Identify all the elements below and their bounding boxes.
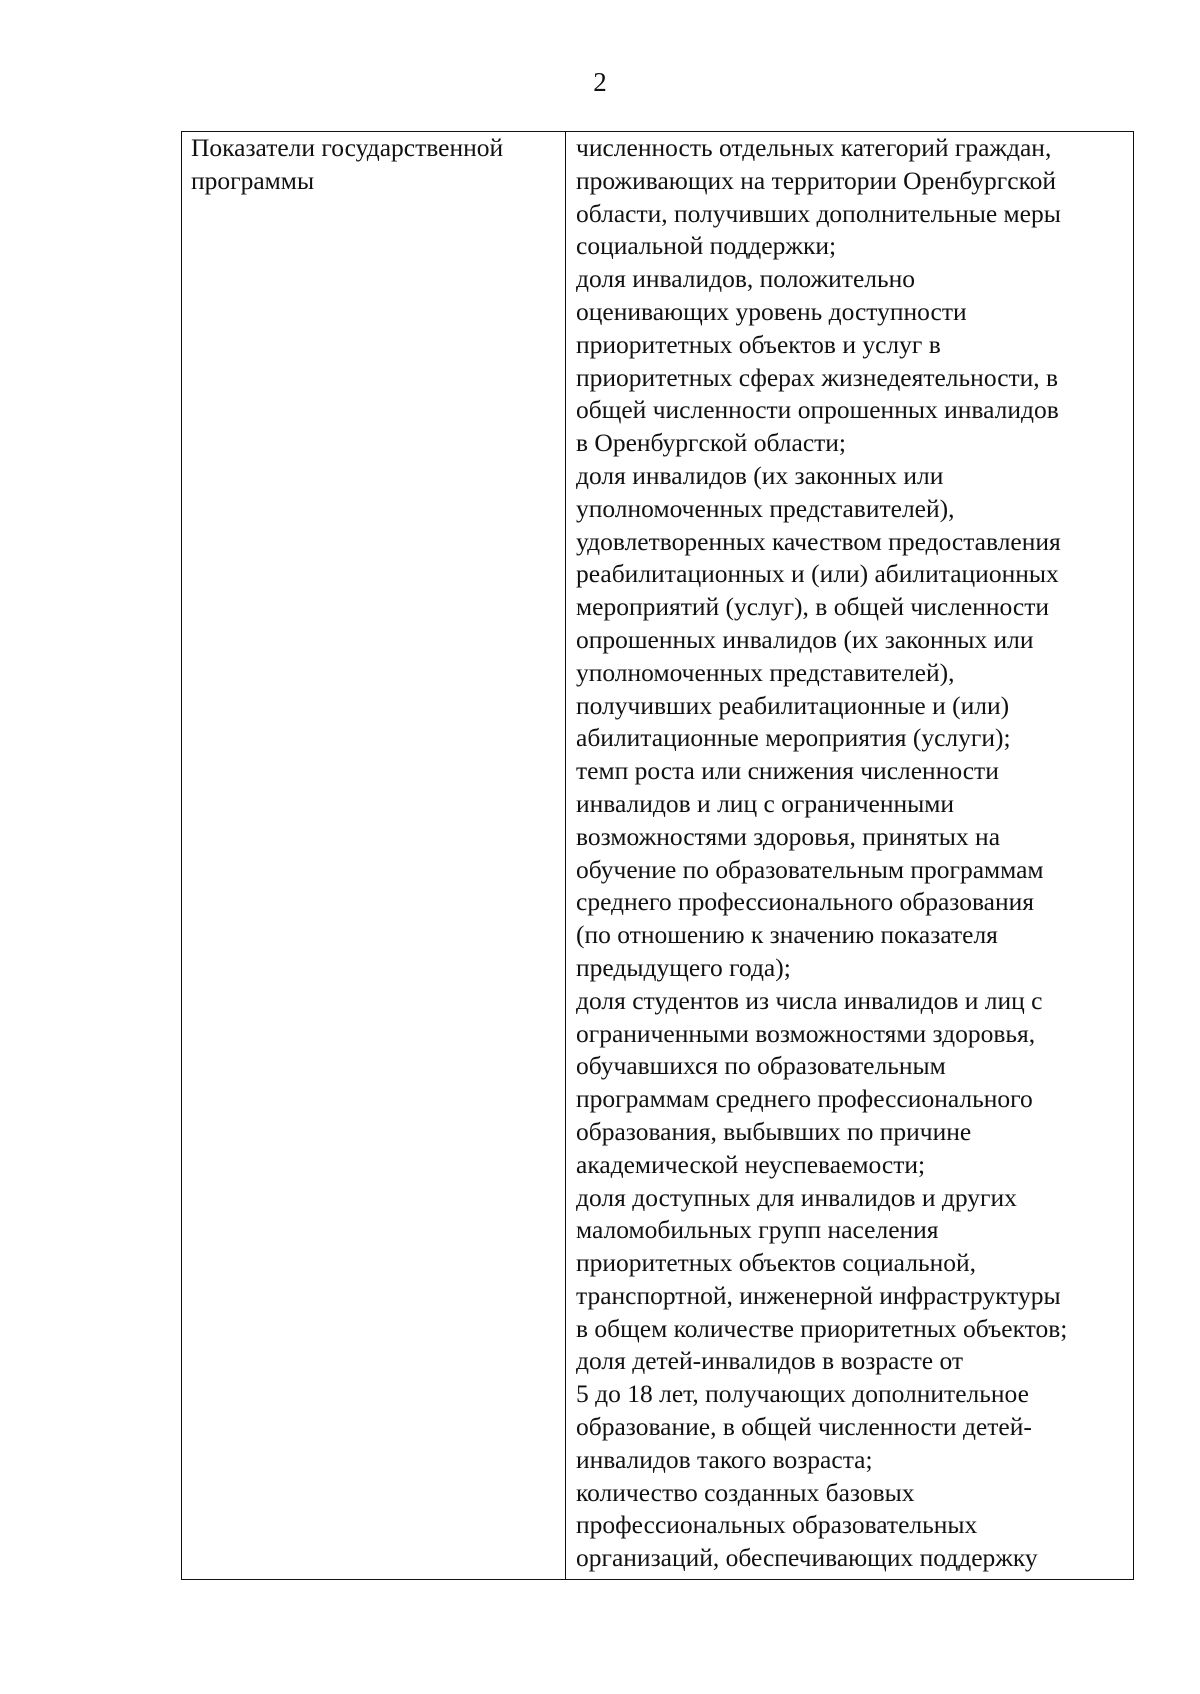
text-line: приоритетных объектов социальной, [576, 1248, 976, 1278]
program-passport-table [181, 131, 1134, 1580]
text-line: академической неуспеваемости; [576, 1149, 926, 1179]
text-line: области, получивших дополнительные меры [576, 198, 1061, 228]
text-line: обучение по образовательным программам [576, 854, 1044, 884]
text-line: доля инвалидов (их законных или [576, 460, 944, 490]
text-line: организаций, обеспечивающих поддержку [576, 1543, 1038, 1573]
text-line: приоритетных сферах жизнедеятельности, в [576, 362, 1059, 392]
text-line: программам среднего профессионального [576, 1084, 1033, 1114]
text-line: количество созданных базовых [576, 1477, 915, 1507]
text-line: среднего профессионального образования [576, 887, 1034, 917]
table-row [182, 132, 1134, 1580]
text-line: доля студентов из числа инвалидов и лиц с [576, 985, 1043, 1015]
text-line: (по отношению к значению показателя [576, 920, 998, 950]
text-line: образования, выбывших по причине [576, 1116, 972, 1146]
text-line: темп роста или снижения численности [576, 756, 999, 786]
text-line: абилитационные мероприятия (услуги); [576, 723, 1011, 753]
text-line: инвалидов такого возраста; [576, 1444, 873, 1474]
text-line: удовлетворенных качеством предоставления [576, 526, 1061, 556]
text-line: доля инвалидов, положительно [576, 264, 916, 294]
text-line: доля доступных для инвалидов и других [576, 1182, 1017, 1212]
text-line: 5 до 18 лет, получающих дополнительное [576, 1379, 1029, 1409]
text-line: программы [191, 165, 315, 195]
text-line: реабилитационных и (или) абилитационных [576, 559, 1059, 589]
text-line: численность отдельных категорий граждан, [576, 133, 1052, 162]
text-line: образование, в общей численности детей- [576, 1412, 1032, 1442]
text-line: инвалидов и лиц с ограниченными [576, 788, 955, 818]
row-value-cell [566, 132, 1134, 1580]
text-line: профессиональных образовательных [576, 1510, 978, 1540]
text-line: в общем количестве приоритетных объектов; [576, 1313, 1068, 1343]
text-line: получивших реабилитационные и (или) [576, 690, 1010, 720]
text-line: маломобильных групп населения [576, 1215, 939, 1245]
text-line: приоритетных объектов и услуг в [576, 329, 941, 359]
text-line: социальной поддержки; [576, 231, 837, 261]
text-line: уполномоченных представителей), [576, 657, 955, 687]
text-line: опрошенных инвалидов (их законных или [576, 624, 1034, 654]
page-number: 2 [593, 67, 607, 97]
text-line: общей численности опрошенных инвалидов [576, 395, 1059, 425]
text-line: возможностями здоровья, принятых на [576, 821, 1001, 851]
row-label-text [191, 132, 565, 198]
row-value-text [576, 132, 1133, 1575]
text-line: оценивающих уровень доступности [576, 296, 967, 326]
text-line: Показатели государственной [191, 133, 504, 162]
text-line: обучавшихся по образовательным [576, 1051, 946, 1081]
text-line: мероприятий (услуг), в общей численности [576, 592, 1050, 622]
text-line: в Оренбургской области; [576, 428, 847, 458]
text-line: уполномоченных представителей), [576, 493, 955, 523]
text-line: проживающих на территории Оренбургской [576, 165, 1057, 195]
row-label-cell [182, 132, 566, 1580]
text-line: доля детей-инвалидов в возрасте от [576, 1346, 964, 1376]
text-line: транспортной, инженерной инфраструктуры [576, 1280, 1061, 1310]
text-line: ограниченными возможностями здоровья, [576, 1018, 1036, 1048]
text-line: предыдущего года); [576, 952, 791, 982]
